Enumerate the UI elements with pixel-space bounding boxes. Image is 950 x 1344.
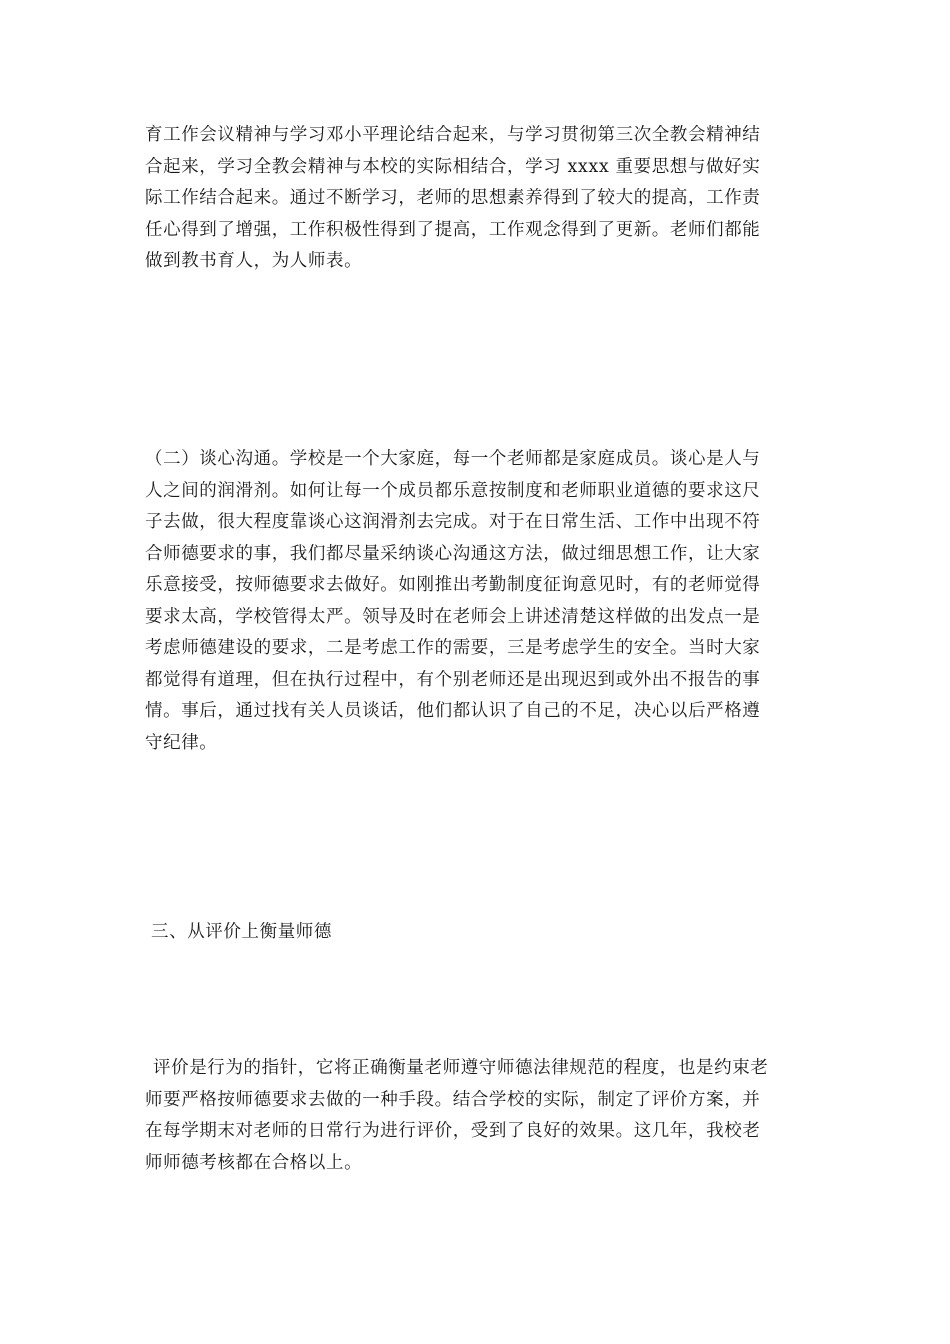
text-line: 守纪律。 [145, 732, 218, 753]
text-line: 师要严格按师德要求去做的一种手段。结合学校的实际，制定了评价方案，并 [145, 1089, 761, 1110]
text-line: （二）谈心沟通。学校是一个大家庭，每一个老师都是家庭成员。谈心是人与 [145, 449, 761, 469]
paragraph-evaluation [145, 1053, 810, 1179]
text-line: 任心得到了增强，工作积极性得到了提高，工作观念得到了更新。老师们都能 [145, 219, 761, 240]
text-line: 合师德要求的事，我们都尽量采纳谈心沟通这方法，做过细思想工作，让大家 [145, 543, 761, 564]
paragraph-teacher-study [145, 120, 810, 278]
text-line: 乐意接受，按师德要求去做好。如刚推出考勤制度征询意见时，有的老师觉得 [145, 575, 761, 595]
text-line: 在每学期末对老师的日常行为进行评价，受到了良好的效果。这几年，我校老 [145, 1121, 761, 1141]
text-line: 际工作结合起来。通过不断学习，老师的思想素养得到了较大的提高，工作责 [145, 188, 761, 208]
text-line: 评价是行为的指针，它将正确衡量老师遵守师德法律规范的程度，也是约束老 [153, 1058, 769, 1078]
text-line: 师师德考核都在合格以上。 [145, 1152, 363, 1173]
text-line: 情。事后，通过找有关人员谈话，他们都认识了自己的不足，决心以后严格遵 [145, 701, 761, 721]
section-heading [145, 917, 810, 949]
text-line: 要求太高，学校管得太严。领导及时在老师会上讲述清楚这样做的出发点一是 [145, 606, 761, 627]
text-line: 合起来，学习全教会精神与本校的实际相结合，学习 xxxx 重要思想与做好实 [145, 156, 761, 177]
text-line: 考虑师德建设的要求，二是考虑工作的需要，三是考虑学生的安全。当时大家 [145, 638, 761, 658]
text-line: 都觉得有道理，但在执行过程中，有个别老师还是出现迟到或外出不报告的事 [145, 669, 761, 690]
text-line: 子去做，很大程度靠谈心这润滑剂去完成。对于在日常生活、工作中出现不符 [145, 512, 761, 532]
text-line: 人之间的润滑剂。如何让每一个成员都乐意按制度和老师职业道德的要求这尺 [145, 480, 761, 501]
text-line: 做到教书育人，为人师表。 [145, 251, 363, 271]
paragraph-heart-to-heart-communication [145, 444, 810, 759]
text-line: 育工作会议精神与学习邓小平理论结合起来，与学习贯彻第三次全教会精神结 [145, 125, 761, 145]
heading-text: 三、从评价上衡量师德 [151, 922, 332, 942]
